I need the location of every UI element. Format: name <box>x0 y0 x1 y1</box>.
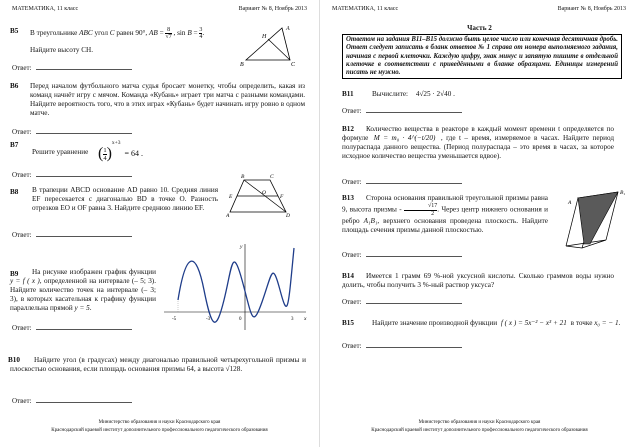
b12-answer-label: Ответ: <box>342 178 362 186</box>
b12-answer-line[interactable] <box>366 177 462 184</box>
b8-fig-label-o: O <box>262 190 266 196</box>
right-footer-ministry: Министерство образования и науки Краснодарского края <box>418 420 541 425</box>
b14-answer <box>342 297 462 306</box>
b8-trapezoid-figure <box>226 172 294 218</box>
b10-answer <box>12 396 132 405</box>
b5-angle: C <box>109 29 115 38</box>
b5-fig-label-h: H <box>262 34 267 40</box>
b13-text-b: . Через центр нижнего основания и ребро <box>342 205 548 225</box>
task-b8-statement: В трапеции ABCD основание AD равно 10. Средняя линия EF пересекается с диагональю BD в точке O. Разность отрезков EO и OF равна 3. Найдите среднюю линию EF. <box>32 186 218 212</box>
b12-answer <box>342 177 462 186</box>
b7-text: Решите уравнение <box>32 148 89 156</box>
b8-fig-label-c: C <box>270 174 274 180</box>
b7-exponent: x+3 <box>111 140 121 146</box>
task-number-b15: B15 <box>342 319 354 327</box>
b5-fig-label-b: B <box>240 62 244 66</box>
b10-text: Найдите угол (в градусах) между диагональю правильной четырехугольной призмы и плоскостью основания, если площадь основания призмы 64, а высота <box>10 356 306 373</box>
b9-x-label: x <box>304 316 307 322</box>
task-number-b10: B10 <box>8 356 20 364</box>
b5-triangle-figure <box>238 24 298 66</box>
b7-answer <box>12 170 132 179</box>
b14-answer-line[interactable] <box>366 297 462 304</box>
b8-answer-line[interactable] <box>36 230 132 237</box>
b5-fig-label-a: A <box>286 26 290 32</box>
b13-section <box>578 192 618 244</box>
b5-eq: = <box>159 29 164 38</box>
b8-fig-label-f: F <box>280 194 284 200</box>
b7-answer-label: Ответ: <box>12 171 32 179</box>
b5-fraction: $\frac{8}{√7}$ <box>165 27 172 40</box>
b5-frac-den: 7 <box>168 34 172 40</box>
task-number-b8: B8 <box>10 188 19 196</box>
b9-y-label: y <box>240 244 243 250</box>
left-footer-ministry: Министерство образования и науки Краснодарского края <box>98 420 221 425</box>
b9-function-graph <box>160 240 310 332</box>
b5-sin-den: 4 <box>199 34 203 40</box>
task-b12-statement <box>342 125 614 161</box>
task-number-b7: B7 <box>10 141 19 149</box>
task-number-b13: B13 <box>342 194 354 202</box>
b15-answer <box>342 341 462 350</box>
task-b9-statement: На рисунке изображен график функции y = f ( x ), определенной на интервале (– 5; 3). Найдите количество точек на интервале (– 3; 3), в которых касательная к графику функции параллельна прямой y = 5. <box>10 268 156 312</box>
b5-question: Найдите высоту CH. <box>30 46 93 54</box>
b5-answer-line[interactable] <box>36 63 132 70</box>
b12-text-b: , где t – время, измеряемое в часах. Найдите период полураспада данного вещества. (Период полураспада – это время в часах, за которое исходное количество вещества уменьшается вдвое). <box>342 134 615 160</box>
b9-answer <box>12 323 132 332</box>
task-b5-statement: В треугольнике ABC угол C равен 90°, AB = $\frac{8}{√7}$ , sin B = $\frac{3}{4}$ . <box>30 27 205 40</box>
b10-tail: . <box>240 365 243 373</box>
b13-fraction <box>404 203 437 217</box>
b13-answer-line[interactable] <box>366 250 462 257</box>
b9-line-eq: y = 5 <box>74 304 90 312</box>
b13-answer <box>342 250 462 259</box>
b9-tick-3: 3 <box>291 317 294 322</box>
b10-answer-line[interactable] <box>36 396 132 403</box>
task-number-b9: B9 <box>10 270 19 278</box>
b8-fig-label-b: B <box>241 174 245 180</box>
b5-ab: AB <box>149 29 158 38</box>
b5-text-b: угол <box>94 29 108 38</box>
b15-answer-line[interactable] <box>366 341 462 348</box>
b9-function-curve <box>178 248 294 322</box>
b9-tick-neg3: -3 <box>206 317 211 322</box>
b13-prism-figure <box>556 186 628 252</box>
task-b14-statement: Имеется 1 грамм 69 %-ной уксусной кислоты. Сколько граммов воды нужно долить, чтобы получить 3 %-ный раствор уксуса? <box>342 272 614 289</box>
b13-fig-label-a: A <box>568 200 572 206</box>
task-number-b5: B5 <box>10 27 19 35</box>
b6-answer-line[interactable] <box>36 127 132 134</box>
b8-fig-label-a: A <box>226 213 230 218</box>
b9-func: y = f ( x ), <box>10 277 42 285</box>
page-header-subject: МАТЕМАТИКА, 11 класс <box>12 6 79 12</box>
page-header-variant-right: Вариант № 8, Ноябрь 2013 <box>557 6 626 12</box>
b5-sin-num: 3 <box>199 27 203 33</box>
b9-answer-line[interactable] <box>36 323 132 330</box>
b7-base-num: 1 <box>103 146 107 154</box>
task-number-b12: B12 <box>342 125 354 133</box>
b7-equation: ( $\frac{1}{4}$ )$^{x+3}$ = 64 . <box>98 140 144 163</box>
b13-text-a: Сторона основания правильной треугольной призмы равна 9, высота призмы - <box>342 194 548 214</box>
b15-tail: в точке <box>570 319 593 327</box>
b6-answer-label: Ответ: <box>12 128 32 136</box>
b5-triangle: ABC <box>79 29 93 38</box>
b5-frac-num: 8 <box>167 27 171 33</box>
b9-text-a: На рисунке изображен график функции <box>32 268 156 276</box>
b5-text-a: В треугольнике <box>30 29 78 38</box>
b13-fig-label-b1: B₁ <box>620 190 626 196</box>
instructions-box: Ответом на задания B11–B15 должно быть целое число или конечная десятичная дробь. Ответ следует записать в бланк ответов № 1 справа от номера выполняемого задания, начиная с первой клеточки. Каждую цифру, знак минус и запятую пишите в отдельной клеточке в соответствии с приведёнными в бланке образцами. Единицы измерений писать не нужно. <box>342 34 622 79</box>
left-footer-institute: Краснодарский краевой институт дополнительного профессионального педагогического образования <box>51 428 268 433</box>
b13-frac-den: 2 <box>431 210 435 217</box>
b10-sqrt: √128 <box>225 365 241 373</box>
b15-point: x₀ = − 1. <box>594 319 621 327</box>
b13-text-c: верхнего основания проведена плоскость. Найдите площадь сечения призмы данной плоскостью. <box>342 217 548 234</box>
b11-expression: 4√25 · 2√40 . <box>415 90 455 98</box>
b5-fig-label-c: C <box>291 62 296 66</box>
b5-answer-label: Ответ: <box>12 64 32 72</box>
b11-answer-label: Ответ: <box>342 107 362 115</box>
b9-tick-neg5: -5 <box>172 317 177 322</box>
task-number-b6: B6 <box>10 82 19 90</box>
b8-answer <box>12 230 132 239</box>
b9-answer-label: Ответ: <box>12 324 32 332</box>
b9-text-b: определенной на интервале (– 5; 3). Найдите количество точек на интервале (– 3; 3), в которых касательная к графику функции параллельна прямой <box>10 277 156 312</box>
b8-fig-label-e: E <box>229 194 233 200</box>
b5-sin-fraction <box>199 27 202 40</box>
b8-fig-label-d: D <box>286 213 290 218</box>
b11-answer-line[interactable] <box>366 106 462 113</box>
b9-tick-0: 0 <box>239 317 242 322</box>
b8-answer-label: Ответ: <box>12 231 32 239</box>
b7-base-den: 4 <box>103 154 107 162</box>
task-b13-statement: Сторона основания правильной треугольной призмы равна 9, высота призмы - $\frac{√17}{2}$ . Через центр нижнего основания и ребро A₁B₁, верхнего основания проведена плоскость. Найдите площадь сечения призмы данной плоскостью. <box>342 194 548 234</box>
part-title: Часть 2 <box>467 24 492 32</box>
b14-answer-label: Ответ: <box>342 298 362 306</box>
task-b10-statement <box>10 356 306 374</box>
b5-sin: , sin <box>173 29 186 38</box>
b7-rhs: = 64 . <box>124 149 144 158</box>
b10-answer-label: Ответ: <box>12 397 32 405</box>
b5-text-c: равен 90°, <box>116 29 148 38</box>
task-b11-statement <box>372 90 455 99</box>
b12-text-a: Количество вещества в реакторе в каждый момент времени t определяется по формуле <box>342 125 614 142</box>
task-b15-statement <box>372 319 622 328</box>
b15-text: Найдите значение производной функции <box>372 319 498 327</box>
b5-answer <box>12 63 132 72</box>
b12-formula: M = m₀ · 4^(−t/20) <box>373 134 436 142</box>
b13-answer-label: Ответ: <box>342 251 362 259</box>
page-header-variant: Вариант № 8, Ноябрь 2013 <box>238 6 307 12</box>
right-footer-institute: Краснодарский краевой институт дополнительного профессионального педагогического образования <box>371 428 588 433</box>
b13-edge: A₁B₁ <box>363 217 378 225</box>
b15-func: f ( x ) = 5x⁻² − x³ + 21 <box>500 319 567 327</box>
b11-text: Вычислите: <box>372 90 409 98</box>
b13-frac-num: √17 <box>404 203 437 211</box>
page-header-subject-right: МАТЕМАТИКА, 11 класс <box>332 6 399 12</box>
b6-answer <box>12 127 132 136</box>
task-number-b11: B11 <box>342 90 354 98</box>
task-number-b14: B14 <box>342 272 354 280</box>
b7-answer-line[interactable] <box>36 170 132 177</box>
task-b6-statement: Перед началом футбольного матча судья бросает монетку, чтобы определить, какая из команд начнёт игру с мячом. Команда «Кубань» играет три матча с разными командами. Найдите вероятность того, что в этих играх «Кубань» будет начинать игру ровно в одном матче. <box>30 82 305 117</box>
b15-answer-label: Ответ: <box>342 342 362 350</box>
b11-answer <box>342 106 462 115</box>
b5-sin-var: B <box>187 29 192 38</box>
right-page <box>319 0 638 447</box>
